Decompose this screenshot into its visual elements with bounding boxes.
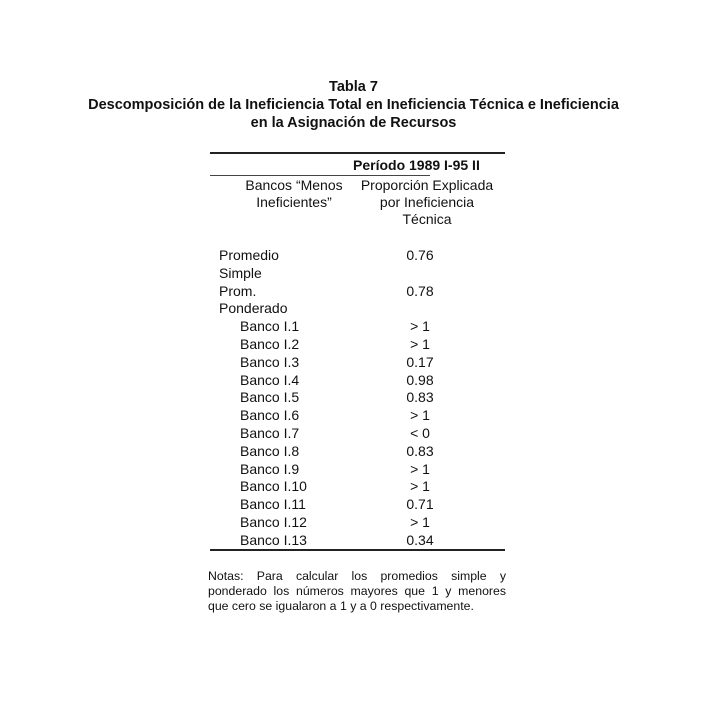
bank-label: Banco I.13 bbox=[240, 531, 307, 548]
table-row bbox=[210, 477, 505, 495]
bank-value: 0.83 bbox=[406, 442, 434, 459]
table-title bbox=[0, 78, 707, 132]
bank-value: > 1 bbox=[410, 407, 430, 424]
table-row-simple-average-cont: Simple bbox=[219, 264, 262, 281]
bank-label: Banco I.5 bbox=[240, 389, 300, 406]
bank-label: Banco I.7 bbox=[240, 424, 300, 441]
column-header-banks: Bancos “Menos Ineficientes” bbox=[245, 177, 343, 210]
period-header: Período 1989 I-95 II bbox=[353, 157, 480, 173]
bank-value: 0.83 bbox=[406, 389, 434, 406]
table-row-weighted-average: Prom. 0.78 bbox=[219, 282, 434, 299]
table-row bbox=[210, 406, 505, 424]
table-row bbox=[210, 442, 505, 460]
table-row-weighted-average-cont: Ponderado bbox=[219, 300, 288, 317]
bank-value: > 1 bbox=[410, 513, 430, 530]
table-caption-line-1: Descomposición de la Ineficiencia Total en Ineficiencia Técnica e Ineficiencia bbox=[88, 97, 619, 113]
table-row bbox=[210, 495, 505, 513]
bank-label: Banco I.3 bbox=[240, 353, 300, 370]
bank-label: Banco I.2 bbox=[240, 335, 300, 352]
bank-value: < 0 bbox=[410, 424, 430, 441]
top-rule bbox=[210, 152, 505, 154]
table-row-simple-average: Promedio 0.76 bbox=[219, 247, 434, 263]
column-header-proportion: Proporción Explicada por Ineficiencia Técnica bbox=[360, 177, 494, 227]
table-body bbox=[210, 246, 505, 549]
table-row bbox=[210, 460, 505, 478]
table-row bbox=[210, 424, 505, 442]
bank-value: 0.71 bbox=[406, 496, 434, 513]
bank-value: 0.17 bbox=[406, 353, 434, 370]
table-row bbox=[210, 531, 505, 549]
table-row bbox=[210, 513, 505, 531]
bank-label: Banco I.9 bbox=[240, 460, 300, 477]
bank-label: Banco I.6 bbox=[240, 407, 300, 424]
table-row bbox=[210, 353, 505, 371]
bank-value: > 1 bbox=[410, 460, 430, 477]
bank-label: Banco I.1 bbox=[240, 318, 300, 335]
bank-label: Banco I.10 bbox=[240, 478, 307, 495]
bank-label: Banco I.4 bbox=[240, 371, 300, 388]
bank-value: 0.34 bbox=[406, 531, 434, 548]
bank-value: > 1 bbox=[410, 478, 430, 495]
table-caption-line-2: en la Asignación de Recursos bbox=[250, 115, 457, 131]
table-row bbox=[210, 371, 505, 389]
table-row bbox=[210, 388, 505, 406]
bank-label: Banco I.11 bbox=[240, 496, 306, 513]
bank-label: Banco I.8 bbox=[240, 442, 300, 459]
bank-value: > 1 bbox=[410, 318, 430, 335]
bank-value: 0.98 bbox=[406, 371, 434, 388]
table-number: Tabla 7 bbox=[329, 79, 378, 95]
bank-label: Banco I.12 bbox=[240, 513, 307, 530]
bank-value: > 1 bbox=[410, 335, 430, 352]
table-row bbox=[210, 335, 505, 353]
bank-rows bbox=[210, 317, 505, 548]
table-row bbox=[210, 317, 505, 335]
table-notes: Notas: Para calcular los promedios simple y ponderado los números mayores que 1 y menores que cero se igualaron a 1 y a 0 respectivamente. bbox=[208, 569, 506, 613]
period-rule bbox=[210, 175, 430, 176]
bottom-rule bbox=[210, 549, 505, 551]
